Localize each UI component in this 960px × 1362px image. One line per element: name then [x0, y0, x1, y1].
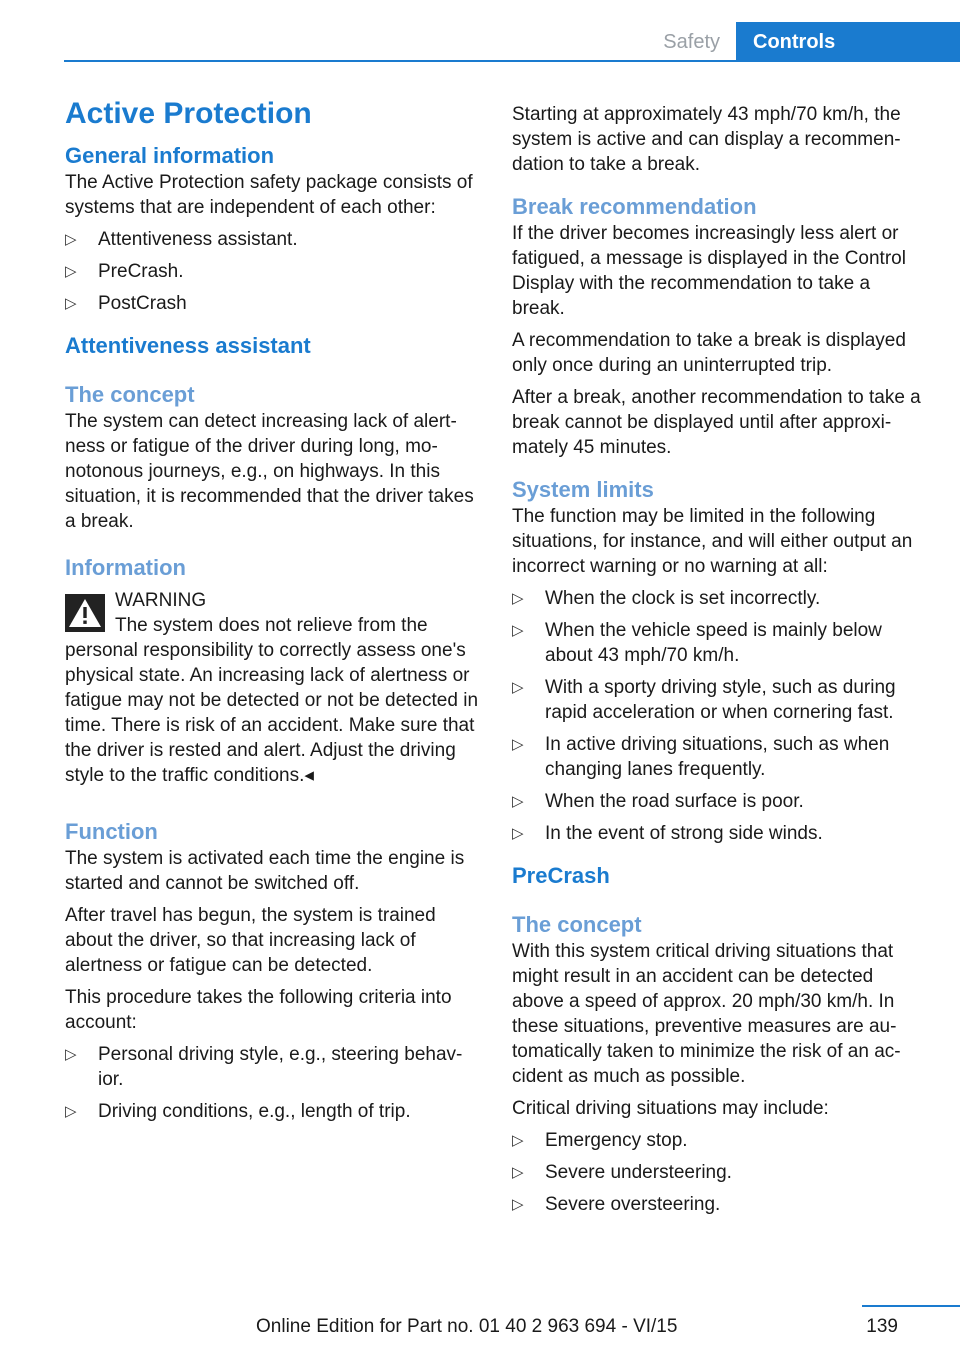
warning-block	[65, 588, 480, 788]
warning-triangle-icon	[65, 594, 105, 632]
system-limits-text: The function may be limited in the following situations, for instance, and will either output an incorrect warning or no warning at all:	[512, 506, 913, 577]
list-item: ▷ Severe understeering.	[512, 1162, 732, 1183]
list-item: ▷ With a sporty driving style, such as during rapid acceleration or when cornering fast.	[512, 677, 896, 723]
bullet-triangle-icon: ▷	[512, 679, 524, 696]
criteria-list	[65, 1042, 480, 1124]
systems-list	[65, 227, 480, 316]
function-paragraph: This procedure takes the following criteria into account:	[65, 987, 452, 1033]
information-heading: Information	[65, 555, 186, 580]
list-item: ▷ Personal driving style, e.g., steering behavior.	[65, 1044, 463, 1090]
function-paragraph: The system is activated each time the engine is started and cannot be switched off.	[65, 848, 465, 894]
page-header	[0, 0, 960, 62]
precrash-heading: PreCrash	[512, 863, 610, 888]
edition-footer: Online Edition for Part no. 01 40 2 963 694 - VI/15	[256, 1316, 678, 1337]
page-number: 139	[866, 1316, 898, 1337]
bullet-triangle-icon: ▷	[65, 1103, 77, 1120]
bullet-triangle-icon: ▷	[512, 1132, 524, 1149]
intro-text: Starting at approximately 43 mph/70 km/h, the system is active and can display a recommendation to take a break.	[512, 104, 901, 175]
concept-heading: The concept	[65, 382, 195, 407]
header-rule	[64, 60, 960, 62]
break-paragraph: If the driver becomes increasingly less alert or fatigued, a message is displayed in the Control Display with the recommendation to take a break.	[512, 223, 906, 319]
break-paragraph: A recommendation to take a break is displayed only once during an uninterrupted trip.	[512, 330, 906, 376]
bullet-triangle-icon: ▷	[65, 231, 77, 248]
bullet-triangle-icon: ▷	[65, 295, 77, 312]
list-item: ▷ PostCrash	[65, 293, 187, 314]
list-item: ▷ Attentiveness assistant.	[65, 229, 298, 250]
left-column	[65, 96, 480, 1131]
attentiveness-assistant-heading: Attentiveness assistant	[65, 333, 311, 358]
bullet-triangle-icon: ▷	[512, 793, 524, 810]
list-item: ▷ Severe oversteering.	[512, 1194, 721, 1215]
system-limits-heading: System limits	[512, 477, 654, 502]
list-item: ▷ When the road surface is poor.	[512, 791, 804, 812]
critical-situations-text: Critical driving situations may include:	[512, 1098, 829, 1119]
bullet-triangle-icon: ▷	[512, 825, 524, 842]
precrash-text: With this system critical driving situations that might result in an accident can be detected above a speed of approx. 20 mph/30 km/h. In these situations, preventive measures are automatically taken to minimize the risk of an accident as much as possible.	[512, 941, 901, 1087]
concept-text: The system can detect increasing lack of alertness or fatigue of the driver during long, monotonous journeys, e.g., on highways. In this situation, it is recommended that the driver takes a break.	[65, 411, 474, 532]
list-item: ▷ When the vehicle speed is mainly below about 43 mph/70 km/h.	[512, 620, 882, 666]
list-item: ▷ In the event of strong side winds.	[512, 823, 823, 844]
bullet-triangle-icon: ▷	[512, 590, 524, 607]
list-item: ▷ Emergency stop.	[512, 1130, 688, 1151]
break-recommendation-heading: Break recommendation	[512, 194, 757, 219]
bullet-triangle-icon: ▷	[512, 1164, 524, 1181]
bullet-triangle-icon: ▷	[512, 622, 524, 639]
section-tab-controls[interactable]: Controls	[736, 22, 960, 62]
bullet-triangle-icon: ▷	[65, 263, 77, 280]
general-information-heading: General information	[65, 143, 275, 168]
section-tab-safety[interactable]: Safety	[663, 31, 720, 53]
precrash-concept-heading: The concept	[512, 912, 642, 937]
page-title: Active Protection	[65, 97, 312, 130]
list-item: ▷ Driving conditions, e.g., length of trip.	[65, 1101, 411, 1122]
bullet-triangle-icon: ▷	[512, 736, 524, 753]
function-paragraph: After travel has begun, the system is trained about the driver, so that increasing lack of alertness or fatigue can be detected.	[65, 905, 436, 976]
footer-rule	[862, 1305, 960, 1307]
warning-text: personal responsibility to correctly assess one's physical state. An increasing lack of alertness or fatigue may not be detected or not be detected in time. There is risk of an accident. Make sure that the driver is rested and alert. Adjust the driving style to the traffic conditions.◂	[65, 640, 479, 786]
function-heading: Function	[65, 819, 158, 844]
right-column	[512, 102, 927, 1224]
list-item: ▷ When the clock is set incorrectly.	[512, 588, 821, 609]
list-item: ▷ PreCrash.	[65, 261, 184, 282]
bullet-triangle-icon: ▷	[65, 1046, 77, 1063]
list-item: ▷ In active driving situations, such as when changing lanes frequently.	[512, 734, 890, 780]
warning-text-first-line: The system does not relieve from the	[115, 615, 428, 636]
critical-list	[512, 1128, 927, 1217]
break-paragraph: After a break, another recommendation to take a break cannot be displayed until after approximately 45 minutes.	[512, 387, 921, 458]
bullet-triangle-icon: ▷	[512, 1196, 524, 1213]
warning-title: WARNING	[115, 590, 207, 611]
limits-list	[512, 586, 927, 846]
general-information-text: The Active Protection safety package consists of systems that are independent of each other:	[65, 172, 473, 218]
